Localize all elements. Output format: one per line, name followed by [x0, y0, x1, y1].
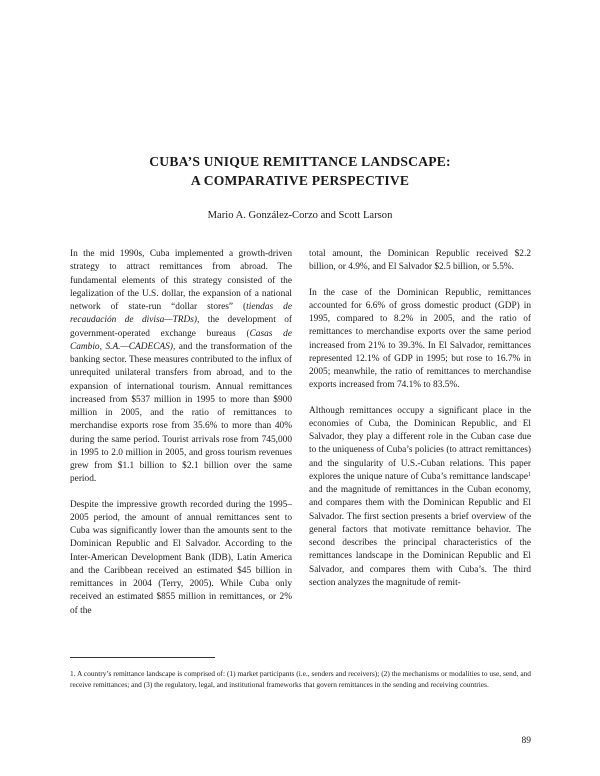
left-column	[70, 248, 292, 618]
right-column	[309, 248, 531, 590]
footnote-marker: 1	[528, 471, 531, 478]
left-p1-italic-1: tiendas de recaudación de divisa—TRDs)	[70, 302, 292, 326]
author-line: Mario A. González-Corzo and Scott Larson	[207, 210, 393, 221]
footnote: 1. A country’s remittance landscape is comprised of: (1) market participants (i.e., senders and receivers); (2) the mechanisms or modalities to use, send, and receive remittances; and (3) the regulatory, legal, and institutional frameworks that govern remittances in the sending and receiving countries.	[70, 669, 531, 689]
right-p3-text-b: and the magnitude of remittances in the Cuban economy, and compares them with the Dominican Republic and El Salvador. The first section presents a brief overview of the general factors that motivate remittance behavior. The second describes the principal characteristics of the remittances landscape in the Dominican Republic and El Salvador, and compares them with Cuba’s. The third section analyzes the magnitude of remit-	[309, 485, 531, 588]
paper-title	[0, 152, 600, 190]
footnote-divider	[70, 657, 215, 658]
right-paragraph-3	[309, 405, 531, 591]
left-p1-text-a: In the mid 1990s, Cuba implemented a growth-driven strategy to attract remittances from abroad. The fundamental elements of this strategy consisted of the legalization of the U.S. dollar, the expansion of a national network of state-run “dollar stores” (	[70, 249, 292, 312]
left-paragraph-2: Despite the impressive growth recorded during the 1995–2005 period, the amount of annual remittances sent to Cuba was significantly lower than the amounts sent to the Dominican Republic and El Salvador. According to the Inter-American Development Bank (IDB), Latin America and the Caribbean received an estimated $45 billion in remittances in 2004 (Terry, 2005). While Cuba only received an estimated $855 million in remittances, or 2% of the	[70, 499, 292, 616]
right-p3-text-a: Although remittances occupy a significant place in the economies of Cuba, the Dominican Republic, and El Salvador, they play a different role in the Cuban case due to the uniqueness of Cuba’s policies (to attract remittances) and the singularity of U.S.-Cuban relations. This paper explores the unique nature of Cuba’s remittance landscape	[309, 405, 531, 482]
left-p1-italic-2: Casas de Cambio, S.A.—CADECAS)	[70, 328, 292, 352]
right-paragraph-2: In the case of the Dominican Republic, remittances accounted for 6.6% of gross domestic product (GDP) in 1995, compared to 8.2% in 2005, and the ratio of remittances to merchandise exports over the same period increased from 21% to 39.3%. In El Salvador, remittances represented 12.1% of GDP in 1995; but rose to 16.7% in 2005; meanwhile, the ratio of remittances to merchandise exports increased from 74.1% to 83.5%.	[309, 287, 531, 391]
page-number: 89	[521, 736, 531, 746]
left-p1-text-b: , the development of government-operated exchange bureaus (	[70, 315, 292, 339]
left-p1-text-c: , and the transformation of the banking sector. These measures contributed to the influx of unrequited unilateral transfers from abroad, and to the expansion of international tourism. Annual remittances increased from $537 million in 1995 to more than $900 million in 2005, and the ratio of remittances to merchandise exports rose from 35.6% to more than 40% during the same period. Tourist arrivals rose from 745,000 in 1995 to 2.0 million in 2005, and gross tourism revenues grew from $1.1 billion to $2.1 billion over the same period.	[70, 341, 292, 485]
title-line-1: CUBA’S UNIQUE REMITTANCE LANDSCAPE:	[149, 154, 451, 169]
title-line-2: A COMPARATIVE PERSPECTIVE	[190, 173, 410, 188]
left-paragraph-1	[70, 248, 292, 487]
right-paragraph-1: total amount, the Dominican Republic received $2.2 billion, or 4.9%, and El Salvador $2.5 billion, or 5.5%.	[309, 249, 531, 273]
